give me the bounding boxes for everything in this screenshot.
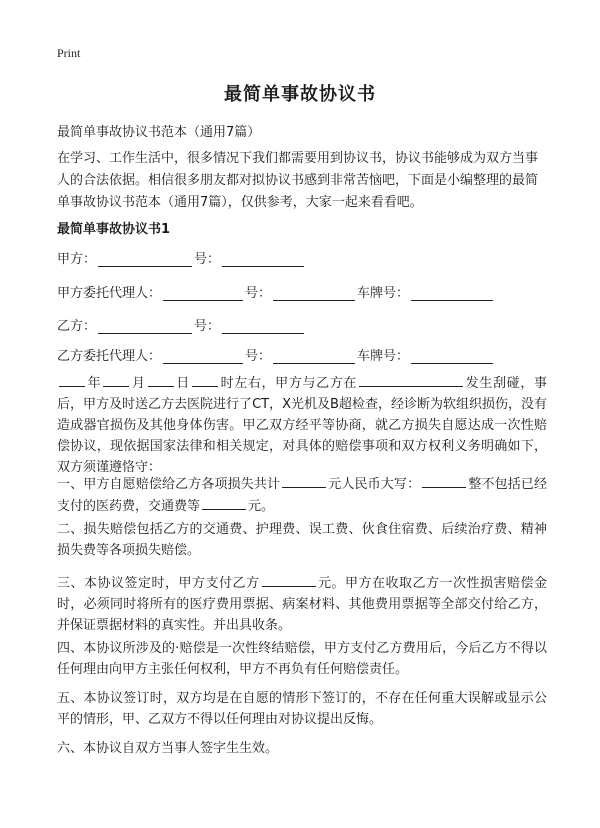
party-a-id-blank[interactable] [222, 252, 304, 267]
party-b-plate-blank[interactable] [411, 349, 493, 364]
accident-text-b: 发生刮碰，事后，甲方及时送乙方去医院进行了CT，X光机及B超检查，经诊断为软组织损伤，没有造成器官损伤及其他身体伤害。甲乙双方经平等协商，就乙方损失自愿达成一次性赔偿协议，现依据国家法律和相关规定，对具体的赔偿事项和双方权利义务明确如下，双方须谨遵恪守： [57, 376, 547, 475]
accident-paragraph [57, 372, 547, 478]
day-blank[interactable] [148, 372, 174, 387]
month-label: 月 [131, 376, 146, 391]
party-a-agent-label: 甲方委托代理人： [57, 286, 162, 301]
year-label: 年 [87, 376, 102, 391]
month-blank[interactable] [103, 372, 129, 387]
clause-3-text-a: 三、本协议签定时，甲方支付乙方 [57, 576, 260, 591]
clause-4: 四、本协议所涉及的·赔偿是一次性终结赔偿，甲方支付乙方费用后，今后乙方不得以任何理由向甲方主张任何权利，甲方不再负有任何赔偿责任。 [57, 641, 547, 677]
clause-3-text-b: 元。甲方在收取乙方一次性损害赔偿金时，必须同时将所有的医疗费用票据、病案材料、其他费用票据等全部交付给乙方，并保证票据材料的真实性。并出具收条。 [57, 576, 547, 633]
id-label: 号： [245, 349, 272, 364]
paid-amount-blank[interactable] [202, 495, 246, 510]
clause-1-text-a: 一、甲方自愿赔偿给乙方各项损失共计 [57, 477, 281, 492]
total-amount-blank[interactable] [282, 473, 326, 488]
clause-6: 六、本协议自双方当事人签字生生效。 [57, 741, 279, 756]
clause-5: 五、本协议签订时，双方均是在自愿的情形下签订的，不存在任何重大误解或显示公平的情形，甲、乙双方不得以任何理由对协议提出反悔。 [57, 691, 547, 727]
party-a-row [57, 248, 306, 267]
id-label: 号： [194, 252, 221, 267]
party-b-row [57, 315, 306, 334]
party-a-label: 甲方： [57, 252, 97, 267]
amount-capital-blank[interactable] [422, 473, 466, 488]
intro-paragraph: 在学习、工作生活中，很多情况下我们都需要用到协议书，协议书能够成为双方当事人的合法依据。相信很多朋友都对拟协议书感到非常苦恼吧，下面是小编整理的最简单事故协议书范本（通用7篇），仅供参考，大家一起来看看吧。 [57, 151, 539, 210]
party-b-agent-label: 乙方委托代理人： [57, 349, 162, 364]
party-b-label: 乙方： [57, 319, 97, 334]
clause-1-text-d: 元。 [248, 499, 275, 514]
party-b-agent-blank[interactable] [163, 349, 243, 364]
clause-3 [57, 572, 547, 636]
day-label: 日 [175, 376, 190, 391]
party-b-agent-row [57, 345, 495, 364]
clause-2: 二、损失赔偿包括乙方的交通费、护理费、误工费、伙食住宿费、后续治疗费、精神损失费等各项损失赔偿。 [57, 522, 547, 558]
clause-1 [57, 473, 547, 517]
payment-amount-blank[interactable] [262, 572, 316, 587]
document-subtitle: 最简单事故协议书范本（通用7篇） [57, 125, 261, 140]
party-b-id-blank[interactable] [222, 319, 304, 334]
plate-label: 车牌号： [357, 286, 410, 301]
party-b-blank[interactable] [98, 319, 192, 334]
party-a-agent-id-blank[interactable] [273, 286, 355, 301]
location-blank[interactable] [359, 372, 463, 387]
clause-1-text-b: 元人民币大写： [328, 477, 421, 492]
page-title: 最简单事故协议书 [224, 84, 376, 105]
party-a-agent-row [57, 282, 495, 301]
print-link[interactable]: Print [57, 46, 81, 60]
party-a-agent-blank[interactable] [163, 286, 243, 301]
id-label: 号： [245, 286, 272, 301]
id-label: 号： [194, 319, 221, 334]
party-b-agent-id-blank[interactable] [273, 349, 355, 364]
year-blank[interactable] [59, 372, 85, 387]
plate-label: 车牌号： [357, 349, 410, 364]
party-a-blank[interactable] [98, 252, 192, 267]
accident-text-a: 时左右，甲方与乙方在 [219, 376, 358, 391]
hour-blank[interactable] [192, 372, 218, 387]
clause-1-text-c: 整不包括已经支付的医药费，交通费等 [57, 477, 547, 514]
party-a-plate-blank[interactable] [411, 286, 493, 301]
section-heading: 最简单事故协议书1 [57, 222, 171, 237]
